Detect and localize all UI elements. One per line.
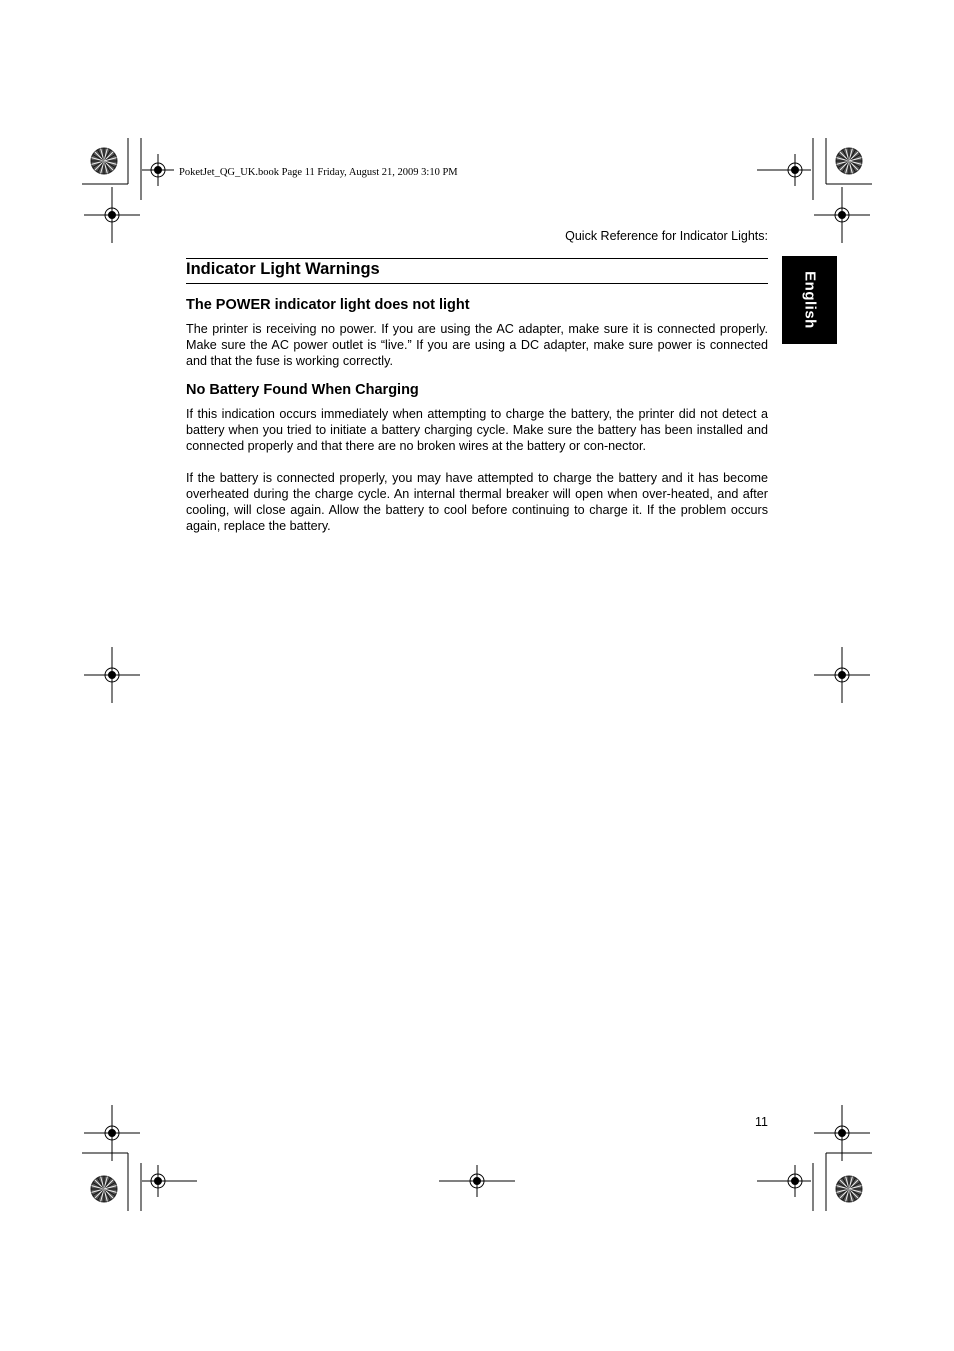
registration-dot (839, 212, 846, 219)
paragraph-power: The printer is receiving no power. If you are using the AC adapter, make sure it is connected properly. Make sure the AC power outlet is “live.” If you are using a DC adapter, make sure power is connected and that the fuse is working correctly. (186, 322, 768, 368)
registration-dot (839, 1130, 846, 1137)
subheading-power: The POWER indicator light does not light (186, 297, 470, 313)
language-tab-label: English (801, 271, 818, 329)
top-rule (186, 258, 768, 259)
registration-dot (839, 672, 846, 679)
subheading-battery: No Battery Found When Charging (186, 382, 419, 398)
title-underline (186, 283, 768, 284)
paragraph-battery-2: If the battery is connected properly, you may have attempted to charge the battery and it has become overheated during the charge cycle. An internal thermal breaker will open when over-heated, and after cooling, will close again. Allow the battery to cool before continuing to charge it. If the problem occurs again, replace the battery. (186, 471, 768, 533)
running-head: Quick Reference for Indicator Lights: (565, 229, 768, 243)
section-title: Indicator Light Warnings (186, 260, 380, 278)
registration-dot (109, 212, 116, 219)
language-tab (782, 256, 837, 344)
registration-dot (155, 167, 162, 174)
registration-dot (109, 672, 116, 679)
print-slug: PoketJet_QG_UK.book Page 11 Friday, August 21, 2009 3:10 PM (179, 167, 458, 178)
registration-dot (109, 1130, 116, 1137)
page-number: 11 (755, 1115, 768, 1129)
paragraph-battery-1: If this indication occurs immediately when attempting to charge the battery, the printer did not detect a battery when you tried to initiate a battery charging cycle. Make sure the battery has been installed and connected properly and that there are no broken wires at the battery or con-nector. (186, 407, 768, 453)
